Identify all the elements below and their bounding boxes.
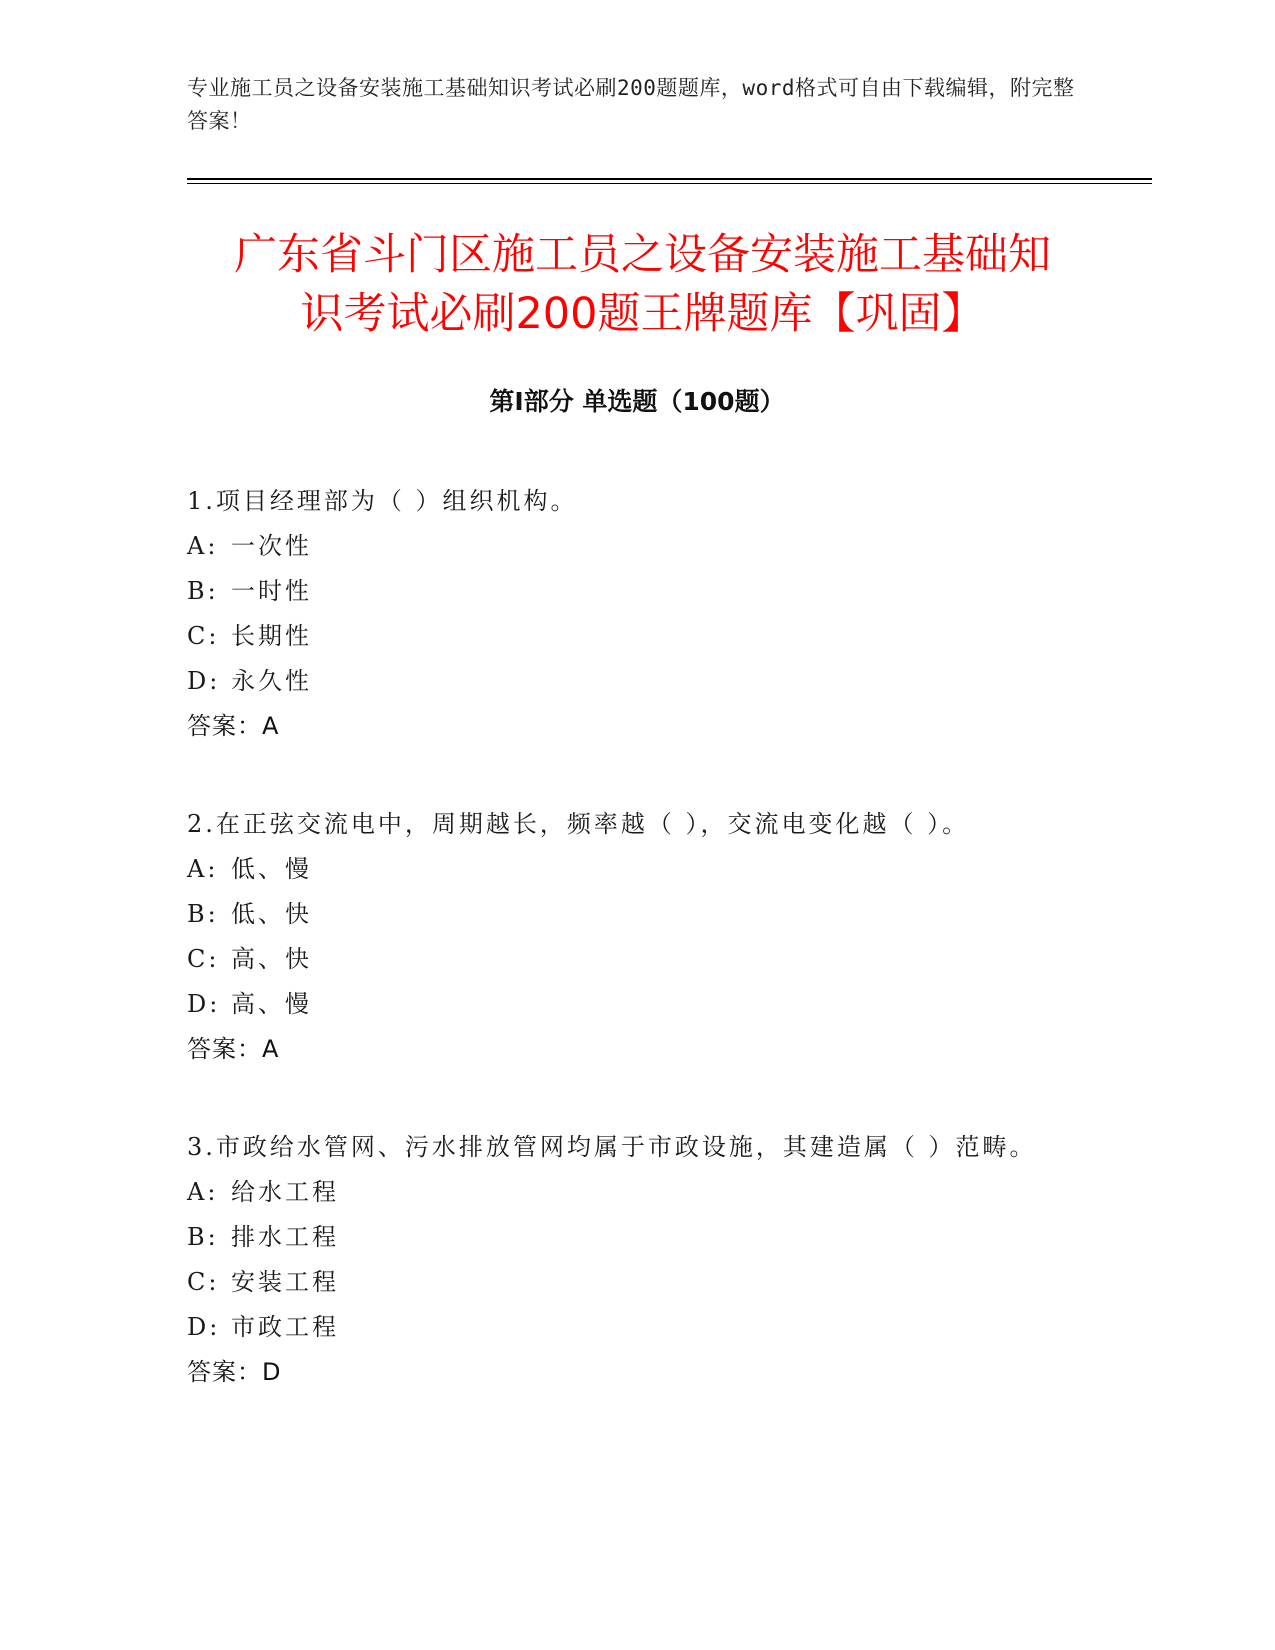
option-text: 高、慢 [231, 990, 312, 1018]
title-line-1: 广东省斗门区施工员之设备安装施工基础知 [234, 230, 1051, 280]
option-text: 给水工程 [231, 1178, 339, 1206]
option-letter: D: [187, 667, 221, 695]
option-letter: C: [187, 622, 220, 650]
option-c [187, 1260, 1087, 1305]
option-b [187, 892, 1087, 937]
question-1 [187, 478, 1087, 749]
option-b [187, 569, 1087, 614]
option-letter: A: [187, 532, 219, 560]
option-d [187, 1305, 1087, 1350]
option-letter: C: [187, 945, 220, 973]
option-c [187, 614, 1087, 659]
option-letter: A: [187, 855, 219, 883]
option-a [187, 524, 1087, 569]
option-letter: D: [187, 990, 221, 1018]
document-title [180, 226, 1105, 344]
option-text: 排水工程 [231, 1223, 339, 1251]
option-letter: B: [187, 900, 219, 928]
option-letter: B: [187, 1223, 219, 1251]
option-letter: B: [187, 577, 219, 605]
answer-line: 答案：A [187, 712, 280, 740]
option-text: 永久性 [231, 667, 312, 695]
option-text: 高、快 [231, 945, 312, 973]
header-divider-thin [187, 183, 1152, 184]
option-letter: C: [187, 1268, 220, 1296]
header-note: 专业施工员之设备安装施工基础知识考试必刷200题题库，word格式可自由下载编辑，附完整答案！ [187, 76, 1075, 133]
question-stem: 2.在正弦交流电中，周期越长，频率越（ ），交流电变化越（ ）。 [187, 810, 970, 838]
question-stem: 3.市政给水管网、污水排放管网均属于市政设施，其建造属（ ）范畴。 [187, 1133, 1037, 1161]
option-text: 一次性 [231, 532, 312, 560]
option-d [187, 659, 1087, 704]
option-b [187, 1215, 1087, 1260]
option-text: 低、快 [231, 900, 312, 928]
answer-line: 答案：A [187, 1035, 280, 1063]
section-heading: 第Ⅰ部分 单选题（100题） [489, 387, 785, 416]
option-text: 安装工程 [231, 1268, 339, 1296]
option-c [187, 937, 1087, 982]
option-text: 一时性 [231, 577, 312, 605]
option-a [187, 1170, 1087, 1215]
option-text: 低、慢 [231, 855, 312, 883]
option-text: 市政工程 [231, 1313, 339, 1341]
answer-line: 答案：D [187, 1358, 282, 1386]
option-letter: D: [187, 1313, 221, 1341]
header-divider [187, 178, 1152, 180]
option-text: 长期性 [231, 622, 312, 650]
question-list [187, 478, 1087, 1447]
question-stem: 1.项目经理部为（ ）组织机构。 [187, 487, 578, 515]
question-2 [187, 801, 1087, 1072]
title-line-2: 识考试必刷200题王牌题库【巩固】 [300, 289, 985, 339]
option-d [187, 982, 1087, 1027]
option-a [187, 847, 1087, 892]
question-3 [187, 1124, 1087, 1395]
option-letter: A: [187, 1178, 219, 1206]
